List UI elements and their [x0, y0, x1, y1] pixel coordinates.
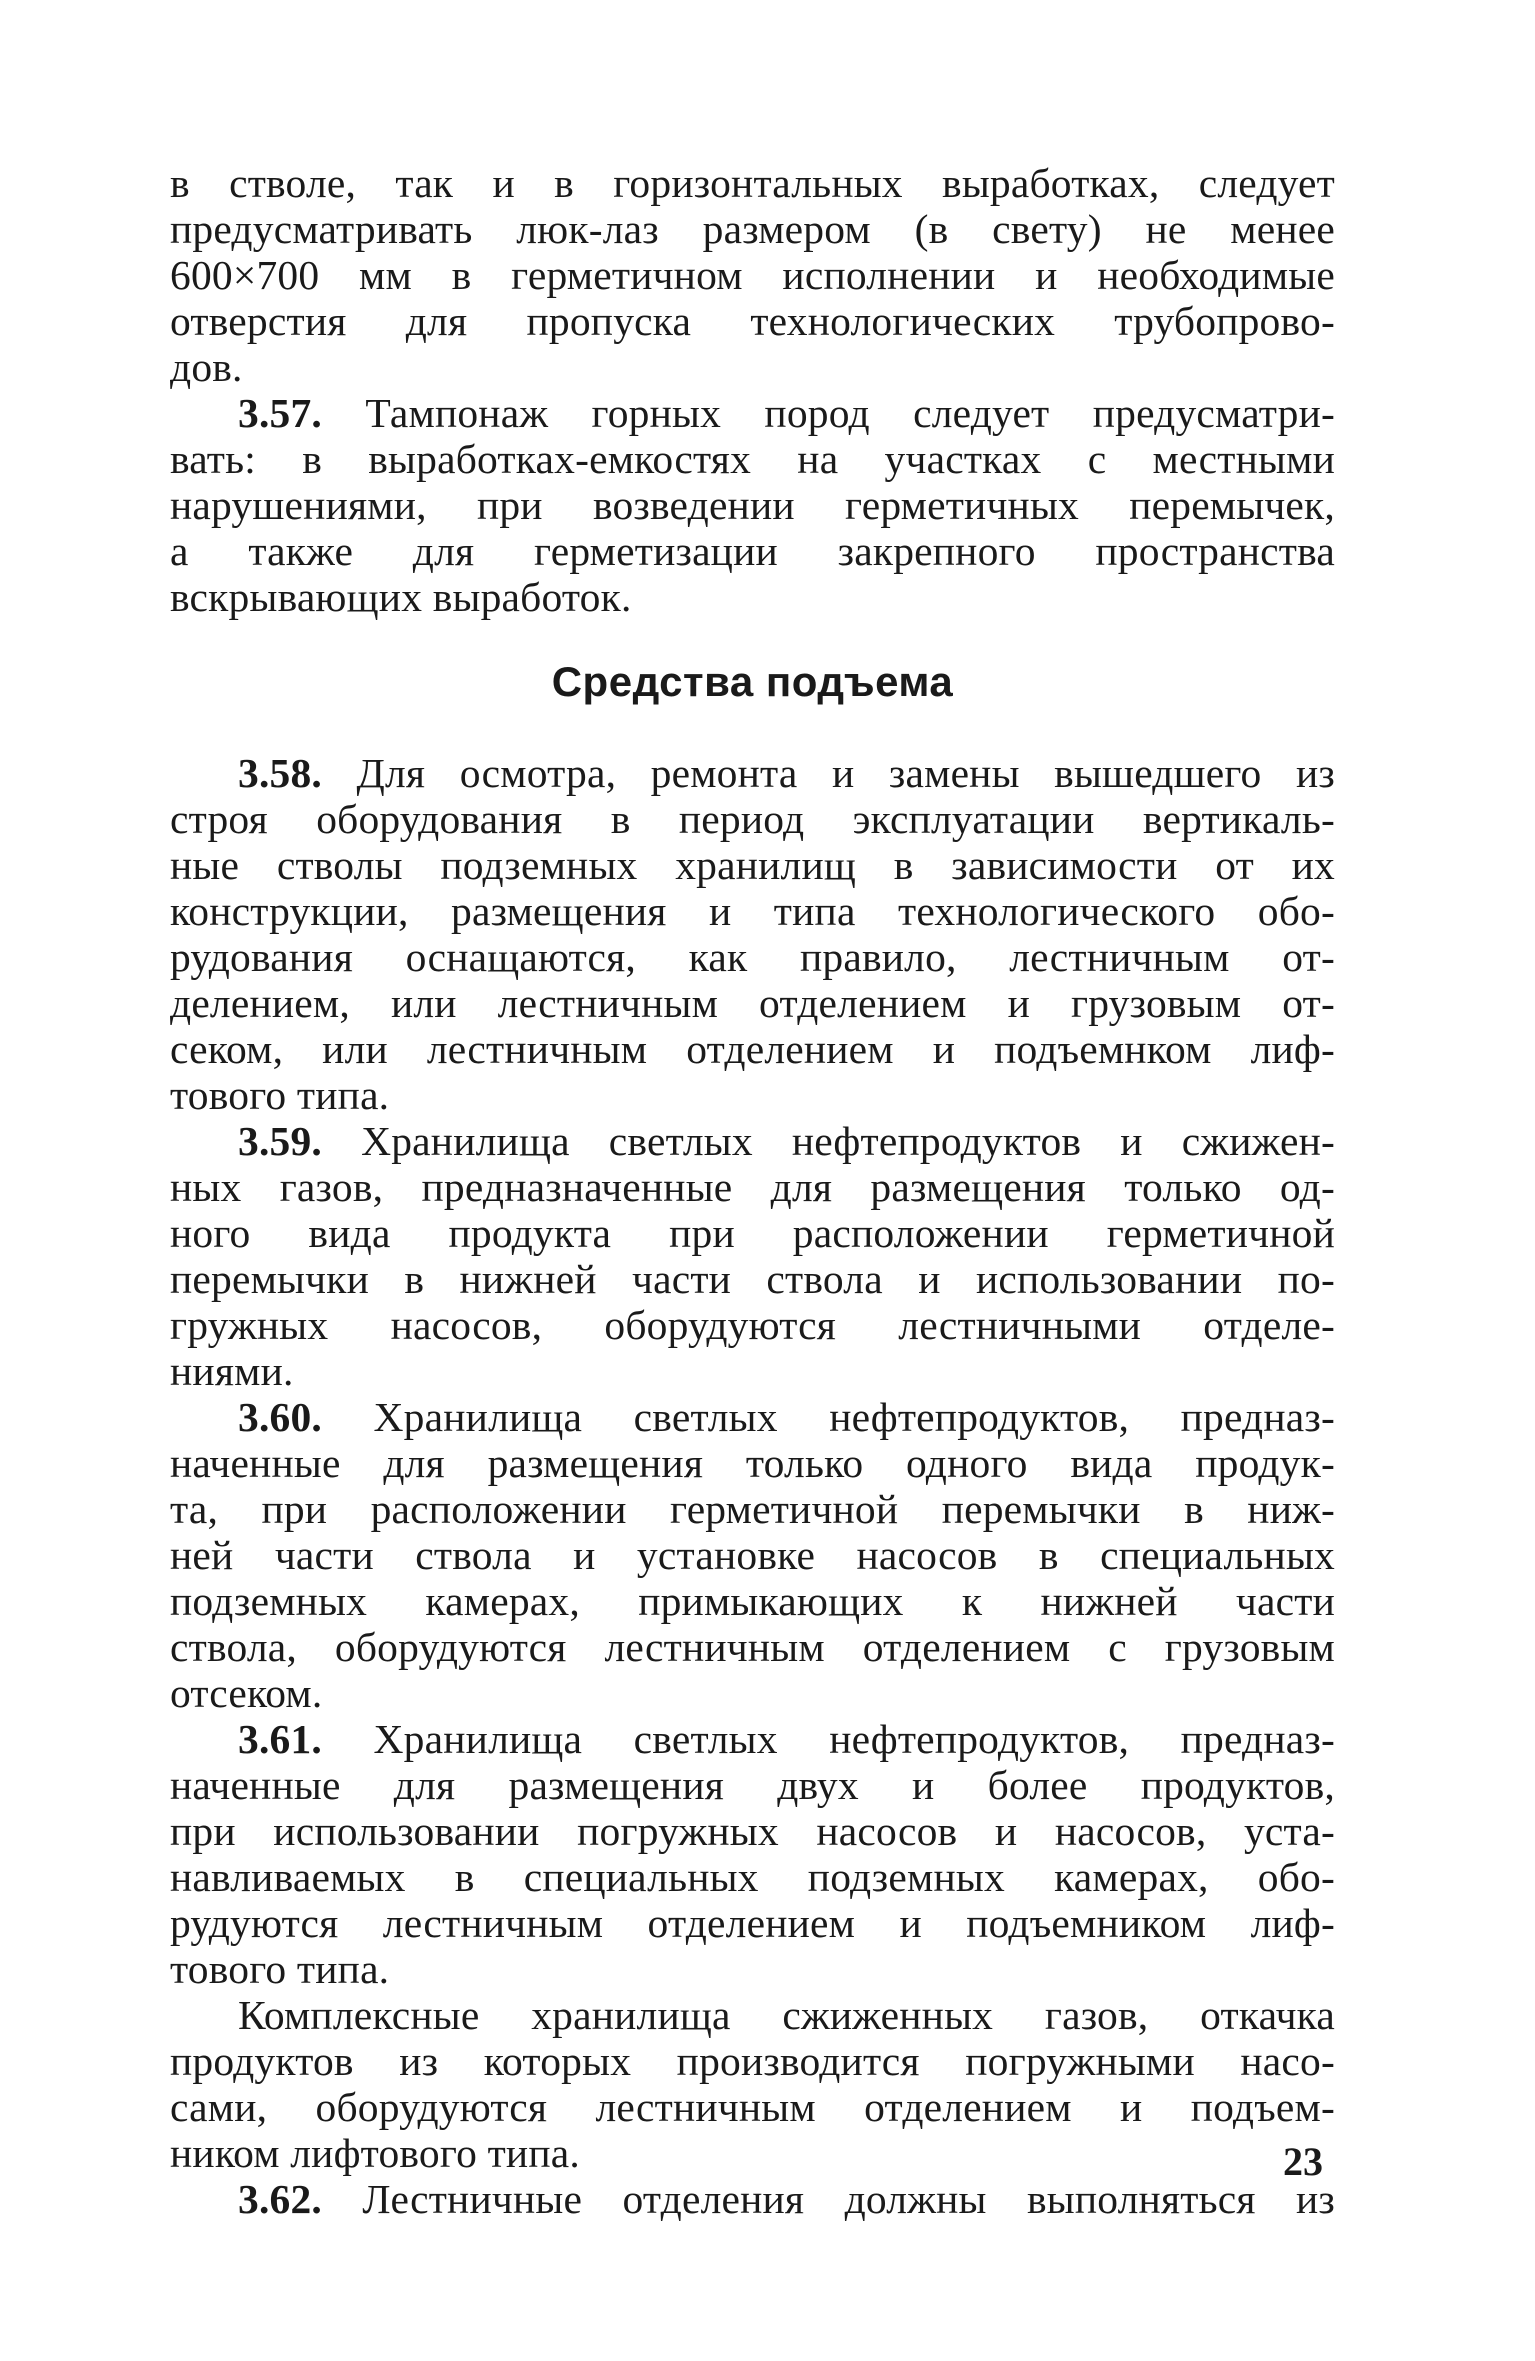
- text-line: отверстия для пропуска технологических трубопрово-: [170, 298, 1335, 344]
- clause-number: 3.61.: [238, 1716, 322, 1762]
- text-line: а также для герметизации закрепного пространства: [170, 528, 1335, 574]
- text-line: перемычки в нижней части ствола и использовании по-: [170, 1256, 1335, 1302]
- text-line: нарушениями, при возведении герметичных перемычек,: [170, 482, 1335, 528]
- text-line: та, при расположении герметичной перемычки в ниж-: [170, 1486, 1335, 1532]
- text-line: вать: в выработках-емкостях на участках с местными: [170, 436, 1335, 482]
- text-line: предусматривать люк-лаз размером (в свету) не менее: [170, 206, 1335, 252]
- text-line: наченные для размещения двух и более продуктов,: [170, 1762, 1335, 1808]
- text-line: ные стволы подземных хранилищ в зависимости от их: [170, 842, 1335, 888]
- text-line: отсеком.: [170, 1670, 323, 1716]
- text-line: в стволе, так и в горизонтальных выработках, следует: [170, 160, 1335, 206]
- text-line: секом, или лестничным отделением и подъемнком лиф-: [170, 1026, 1335, 1072]
- text-line: ней части ствола и установке насосов в специальных: [170, 1532, 1335, 1578]
- text-line: ного вида продукта при расположении герметичной: [170, 1210, 1335, 1256]
- text-line: строя оборудования в период эксплуатации вертикаль-: [170, 796, 1335, 842]
- paragraph-intro: [170, 160, 1335, 390]
- text-line-body: Хранилища светлых нефтепродуктов, предназ-: [373, 1394, 1335, 1440]
- text-line: сами, оборудуются лестничным отделением и подъем-: [170, 2084, 1335, 2130]
- text-line: [170, 1394, 1335, 1440]
- text-line: ниями.: [170, 1348, 294, 1394]
- text-line-body: Для осмотра, ремонта и замены вышедшего из: [356, 750, 1336, 796]
- text-line-body: Лестничные отделения должны выполняться из: [362, 2176, 1335, 2222]
- clause-number: 3.60.: [238, 1394, 322, 1440]
- paragraph-3-62: [170, 2176, 1335, 2222]
- text-line-body: Тампонаж горных пород следует предусматри-: [365, 390, 1335, 436]
- text-line: тового типа.: [170, 1946, 390, 1992]
- clause-number: 3.58.: [238, 750, 322, 796]
- text-line: вскрывающих выработок.: [170, 574, 632, 620]
- text-line: подземных камерах, примыкающих к нижней части: [170, 1578, 1335, 1624]
- paragraph-3-60: [170, 1394, 1335, 1716]
- text-line: ником лифтового типа.: [170, 2130, 580, 2176]
- paragraph-3-58: [170, 750, 1335, 1118]
- page-number: 23: [1283, 2139, 1323, 2184]
- clause-number: 3.57.: [238, 390, 322, 436]
- text-line: [170, 1118, 1335, 1164]
- section-heading: Средства подъема: [551, 658, 954, 705]
- text-line-body: Хранилища светлых нефтепродуктов и сжижен-: [361, 1118, 1335, 1164]
- text-line: продуктов из которых производится погружными насо-: [170, 2038, 1335, 2084]
- text-line: 600×700 мм в герметичном исполнении и необходимые: [170, 252, 1335, 298]
- clause-number: 3.62.: [238, 2176, 322, 2222]
- text-line: ствола, оборудуются лестничным отделением с грузовым: [170, 1624, 1335, 1670]
- document-page: [170, 160, 1335, 2222]
- text-line: рудования оснащаются, как правило, лестничным от-: [170, 934, 1335, 980]
- text-line: ных газов, предназначенные для размещения только од-: [170, 1164, 1335, 1210]
- paragraph-3-57: [170, 390, 1335, 620]
- clause-number: 3.59.: [238, 1118, 322, 1164]
- text-line: конструкции, размещения и типа технологического обо-: [170, 888, 1335, 934]
- text-line: наченные для размещения только одного вида продук-: [170, 1440, 1335, 1486]
- paragraph-complex-storage: [170, 1992, 1335, 2176]
- text-line: делением, или лестничным отделением и грузовым от-: [170, 980, 1335, 1026]
- text-line: при использовании погружных насосов и насосов, уста-: [170, 1808, 1335, 1854]
- text-line: гружных насосов, оборудуются лестничными отделе-: [170, 1302, 1335, 1348]
- text-line: [170, 1716, 1335, 1762]
- paragraph-3-59: [170, 1118, 1335, 1394]
- text-line: [170, 750, 1335, 796]
- text-line: дов.: [170, 344, 243, 390]
- text-line: тового типа.: [170, 1072, 390, 1118]
- text-line: [170, 2176, 1335, 2222]
- text-line: рудуются лестничным отделением и подъемником лиф-: [170, 1900, 1335, 1946]
- text-line: навливаемых в специальных подземных камерах, обо-: [170, 1854, 1335, 1900]
- paragraph-3-61: [170, 1716, 1335, 1992]
- text-line: [170, 390, 1335, 436]
- text-line: Комплексные хранилища сжиженных газов, откачка: [238, 1992, 1335, 2038]
- text-line-body: Хранилища светлых нефтепродуктов, предназ-: [373, 1716, 1335, 1762]
